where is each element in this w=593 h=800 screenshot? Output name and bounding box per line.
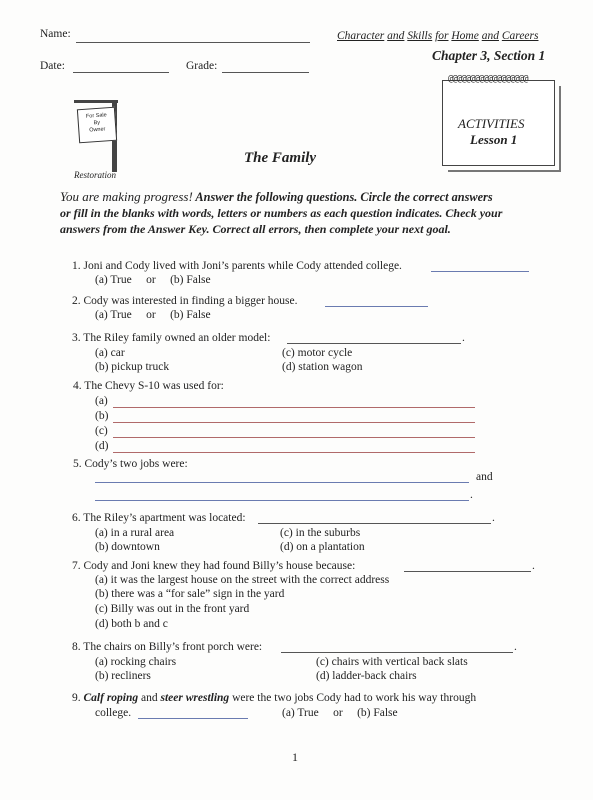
series-title: Character and Skills for Home and Careers <box>337 30 539 42</box>
q4-blank-d[interactable] <box>113 452 475 453</box>
q5-and: and <box>476 471 493 483</box>
q3-option-b[interactable]: (b) pickup truck <box>95 361 170 373</box>
q6-option-b[interactable]: (b) downtown <box>95 541 160 553</box>
q5-blank-2[interactable] <box>95 500 469 501</box>
name-label: Name: <box>40 28 71 40</box>
q7-period: . <box>532 560 535 572</box>
q5-blank-1[interactable] <box>95 482 469 483</box>
q7-option-a[interactable]: (a) it was the largest house on the street with the correct address <box>95 574 390 586</box>
question-3: 3. The Riley family owned an older model: <box>72 332 271 344</box>
q6-option-c[interactable]: (c) in the suburbs <box>280 527 361 539</box>
name-field[interactable] <box>76 42 310 43</box>
question-8: 8. The chairs on Billy’s front porch were: <box>72 641 263 653</box>
q3-option-d[interactable]: (d) station wagon <box>282 361 363 373</box>
sign-caption: Restoration <box>74 170 116 180</box>
question-2: 2. Cody was interested in finding a bigger house. <box>72 295 298 307</box>
q4-blank-c[interactable] <box>113 437 475 438</box>
notepad-activities: ACTIVITIES <box>458 116 525 131</box>
q7-option-c[interactable]: (c) Billy was out in the front yard <box>95 603 250 615</box>
question-9: 9. Calf roping and steer wrestling were the two jobs Cody had to work his way through <box>72 692 477 704</box>
notepad-lesson: Lesson 1 <box>470 132 518 147</box>
q7-answer-blank[interactable] <box>404 571 531 572</box>
q3-period: . <box>462 332 465 344</box>
q6-period: . <box>492 512 495 524</box>
page-number: 1 <box>292 750 298 764</box>
question-5: 5. Cody’s two jobs were: <box>73 458 188 470</box>
q4-blank-b[interactable] <box>113 422 475 423</box>
q4-blank-a[interactable] <box>113 407 475 408</box>
question-7: 7. Cody and Joni knew they had found Billy’s house because: <box>72 560 356 572</box>
for-sale-sign-icon: For Sale By Owner <box>77 107 117 144</box>
q4-label-a: (a) <box>95 395 108 407</box>
page-title: The Family <box>244 150 317 166</box>
q6-answer-blank[interactable] <box>258 523 491 524</box>
question-9-line-2: college. <box>95 707 132 719</box>
q9-answer-blank[interactable] <box>138 718 248 719</box>
q8-option-c[interactable]: (c) chairs with vertical back slats <box>316 656 468 668</box>
q1-options[interactable]: (a) True or (b) False <box>95 274 211 286</box>
grade-label: Grade: <box>186 60 218 72</box>
q8-option-d[interactable]: (d) ladder-back chairs <box>316 670 417 682</box>
date-label: Date: <box>40 60 65 72</box>
instructions-line-3: answers from the Answer Key. Correct all errors, then complete your next goal. <box>60 222 451 236</box>
q7-option-b[interactable]: (b) there was a “for sale” sign in the yard <box>95 588 285 600</box>
q3-option-c[interactable]: (c) motor cycle <box>282 347 353 359</box>
q7-option-d[interactable]: (d) both b and c <box>95 618 168 630</box>
q4-label-d: (d) <box>95 440 109 452</box>
q3-answer-blank[interactable] <box>287 343 461 344</box>
q4-label-b: (b) <box>95 410 109 422</box>
q9-options[interactable]: (a) True or (b) False <box>282 707 398 719</box>
q2-answer-blank[interactable] <box>325 306 428 307</box>
instructions-line-1: You are making progress! Answer the following questions. Circle the correct answers <box>60 189 493 204</box>
q8-option-b[interactable]: (b) recliners <box>95 670 151 682</box>
q5-period: . <box>470 489 473 501</box>
instructions-line-2: or fill in the blanks with words, letters or numbers as each question indicates. Check your <box>60 206 503 220</box>
chapter-heading: Chapter 3, Section 1 <box>432 48 546 63</box>
grade-field[interactable] <box>222 72 309 73</box>
q6-option-a[interactable]: (a) in a rural area <box>95 527 175 539</box>
question-4: 4. The Chevy S-10 was used for: <box>73 380 224 392</box>
q2-options[interactable]: (a) True or (b) False <box>95 309 211 321</box>
question-6: 6. The Riley’s apartment was located: <box>72 512 246 524</box>
q8-period: . <box>514 641 517 653</box>
q1-answer-blank[interactable] <box>431 271 529 272</box>
date-field[interactable] <box>73 72 169 73</box>
q8-option-a[interactable]: (a) rocking chairs <box>95 656 177 668</box>
q8-answer-blank[interactable] <box>281 652 513 653</box>
spiral-binding-icon: @@@@@@@@@@@@@@@@@@ <box>448 74 528 84</box>
q4-label-c: (c) <box>95 425 108 437</box>
question-1: 1. Joni and Cody lived with Joni’s parents while Cody attended college. <box>72 260 402 272</box>
q6-option-d[interactable]: (d) on a plantation <box>280 541 365 553</box>
q3-option-a[interactable]: (a) car <box>95 347 125 359</box>
